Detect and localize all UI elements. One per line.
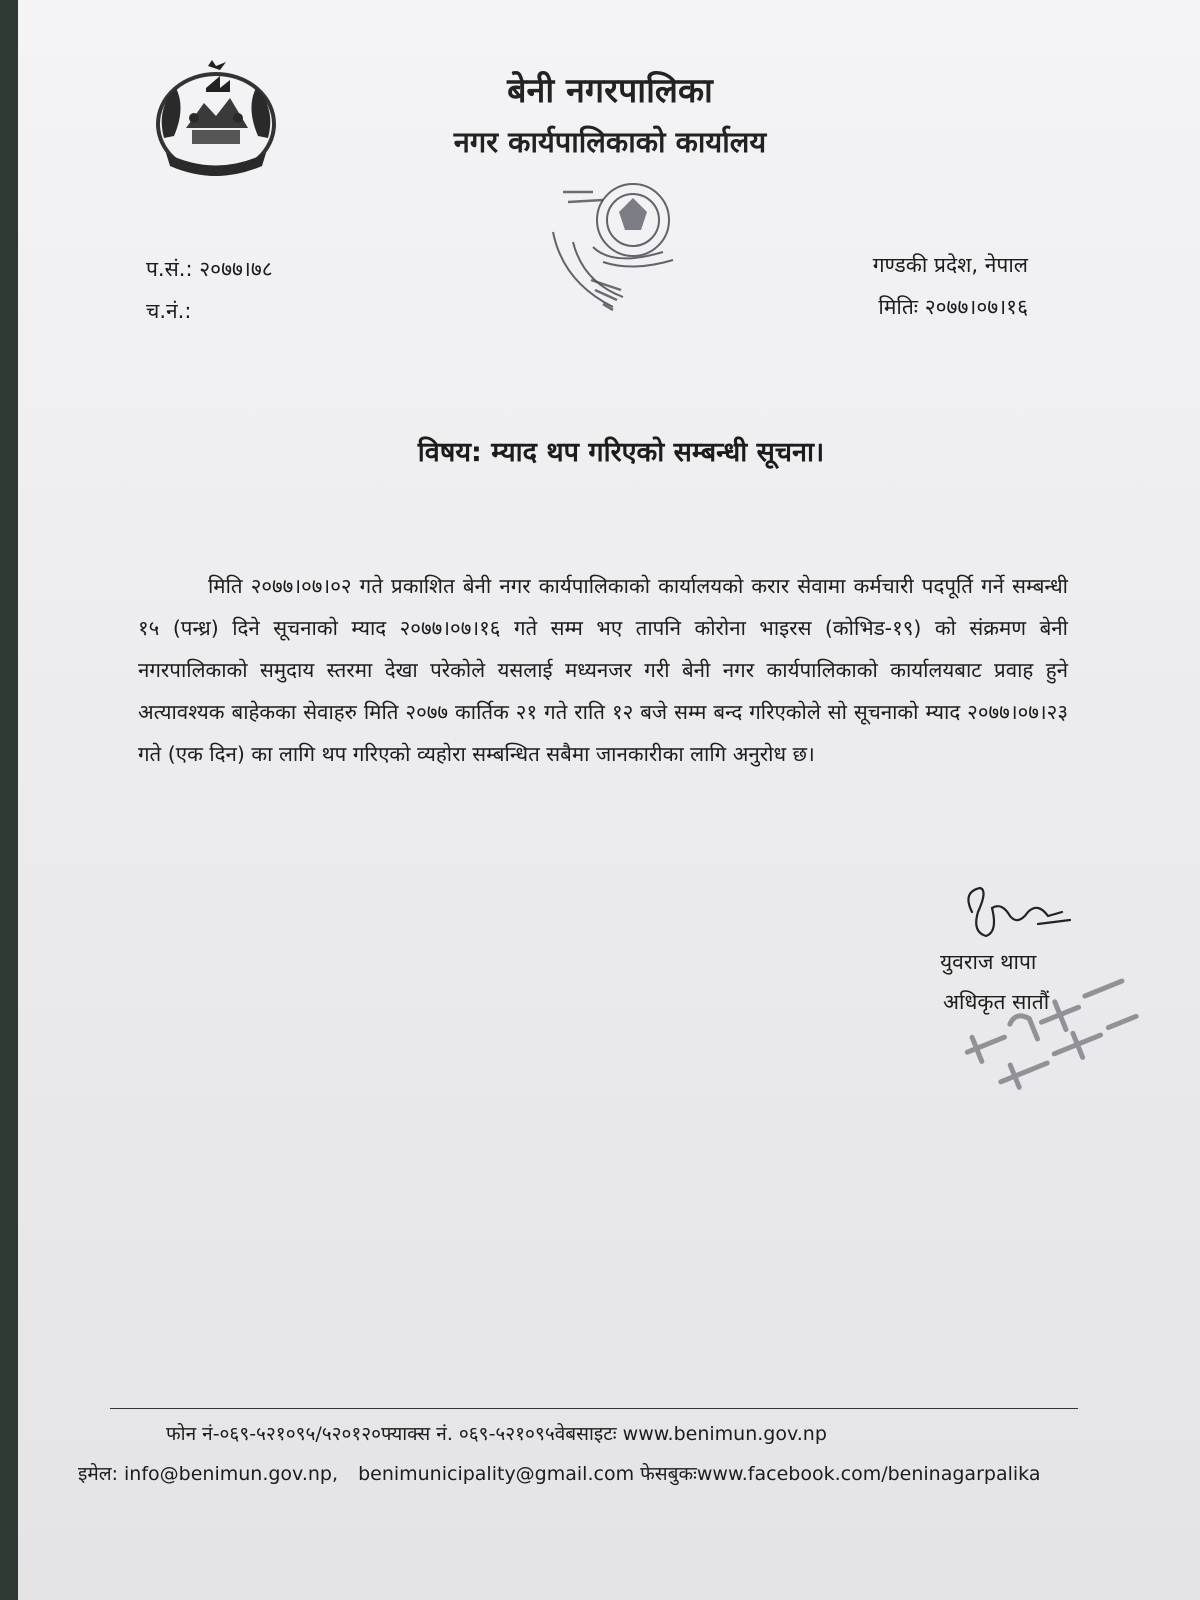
email-primary-link[interactable]: info@benimun.gov.np, bbox=[124, 1463, 339, 1485]
province-country: गण्डकी प्रदेश, नेपाल bbox=[872, 253, 1028, 277]
handwritten-signature bbox=[958, 882, 1078, 942]
footer-email-line bbox=[78, 1460, 1040, 1486]
reference-block bbox=[146, 248, 273, 332]
office-subtitle: नगर कार्यपालिकाको कार्यालय bbox=[453, 125, 767, 159]
email-label: इमेल: bbox=[78, 1463, 118, 1485]
facebook-link[interactable]: फेसबुकःwww.facebook.com/beninagarpalika bbox=[640, 1463, 1041, 1485]
signatory-name: युवराज थापा bbox=[940, 950, 1037, 974]
chalani-number: च.नं.: bbox=[146, 299, 192, 323]
office-round-stamp bbox=[533, 172, 708, 317]
footer-contact-line: फोन नं-०६९-५२१०९५/५२०१२०फ्याक्स नं. ०६९-५२१०९५वेबसाइटः www.benimun.gov.np bbox=[166, 1423, 827, 1445]
organization-title: बेनी नगरपालिका bbox=[507, 71, 713, 111]
nepal-emblem-logo bbox=[146, 58, 286, 183]
letter-body: मिति २०७७।०७।०२ गते प्रकाशित बेनी नगर कार्यपालिकाको कार्यालयको करार सेवामा कर्मचारी पदपूर्ति गर्ने सम्बन्धी १५ (पन्ध्र) दिने सूचनाको म्याद २०७७।०७।१६ गते सम्म भए तापनि कोरोना भाइरस (कोभिड-१९) को संक्रमण बेनी नगरपालिकाको समुदाय स्तरमा देखा परेकोले यसलाई मध्यनजर गरी बेनी नगर कार्यपालिकाको कार्यालयबाट प्रवाह हुने अत्यावश्यक बाहेकका सेवाहरु मिति २०७७ कार्तिक २१ गते राति १२ बजे सम्म बन्द गरिएकोले सो सूचनाको म्याद २०७७।०७।२३ गते (एक दिन) का लागि थप गरिएको व्यहोरा सम्बन्धित सबैमा जानकारीका लागि अनुरोध छ। bbox=[138, 574, 1068, 766]
patra-sankhya: प.सं.: २०७७।७८ bbox=[146, 257, 273, 281]
letter-page bbox=[18, 0, 1200, 1600]
location-date-block bbox=[873, 244, 1028, 328]
footer-divider bbox=[110, 1408, 1078, 1409]
letter-subject: विषय: म्याद थप गरिएको सम्बन्धी सूचना। bbox=[417, 437, 825, 468]
letter-date: मितिः २०७७।०७।१६ bbox=[878, 295, 1028, 319]
signatory-designation: अधिकृत सातौं bbox=[943, 990, 1050, 1014]
email-secondary-link[interactable]: benimunicipality@gmail.com bbox=[358, 1463, 635, 1485]
